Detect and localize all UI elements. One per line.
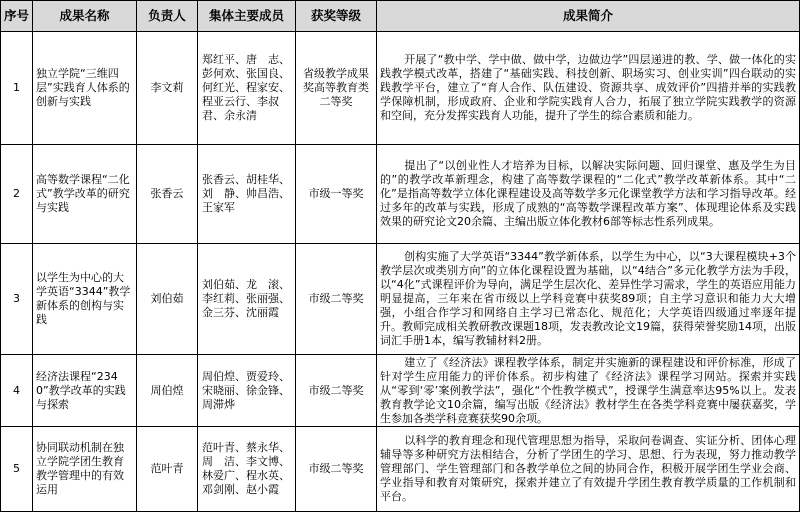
row-name: 协同联动机制在独立学院学团生教育教学管理中的有效运用 xyxy=(33,427,137,512)
row-leader: 范叶青 xyxy=(137,427,198,512)
row-name: 独立学院“三维四层”实践育人体系的创新与实践 xyxy=(33,32,137,145)
header-award: 获奖等级 xyxy=(296,1,377,32)
row-name: 以学生为中心的大学英语“3344”教学新体系的创构与实践 xyxy=(33,244,137,355)
row-summary xyxy=(377,427,800,512)
row-summary xyxy=(377,244,800,355)
row-members: 张香云、胡桂华、刘 静、帅昌浩、王家军 xyxy=(198,145,296,244)
table-row xyxy=(1,244,800,355)
row-award: 市级一等奖 xyxy=(296,145,377,244)
row-award: 省级教学成果奖高等教育类二等奖 xyxy=(296,32,377,145)
row-members: 刘伯茹、龙 滚、李红莉、张丽强、金三芬、沈丽霞 xyxy=(198,244,296,355)
row-members: 周伯煌、贾爱玲、宋晓丽、徐金锋、周滞烨 xyxy=(198,355,296,427)
header-name: 成果名称 xyxy=(33,1,137,32)
row-summary xyxy=(377,32,800,145)
header-members: 集体主要成员 xyxy=(198,1,296,32)
row-leader: 刘伯茹 xyxy=(137,244,198,355)
row-award: 市级二等奖 xyxy=(296,427,377,512)
row-summary xyxy=(377,145,800,244)
table-row xyxy=(1,427,800,512)
table-header-row xyxy=(1,1,800,32)
row-award: 市级二等奖 xyxy=(296,244,377,355)
row-index: 5 xyxy=(1,427,33,512)
row-name: 高等数学课程“二化式”教学改革的研究与实践 xyxy=(33,145,137,244)
row-summary-text: 以科学的教育理念和现代管理思想为指导，采取问卷调查、实证分析、团体心理辅导等多种研究方法相结合，分析了学团生的学习、思想、行为表现，努力推动教学管理部门、学生管理部门和各教学单位之间的协同合作，积极开展学团生学业会商、学业指导和教育对策研究，探索并建立了有效提升学团生教育教学质量的工作机制和平台。 xyxy=(380,434,796,503)
row-members: 郑红平、唐 志、彭何欢、张国良、何红光、程家安、程亚云行、李叔君、余永清 xyxy=(198,32,296,145)
table-row xyxy=(1,145,800,244)
row-summary-text: 创构实施了大学英语“3344”教学新体系，以学生为中心，以“3大课程模块+3个教学层次或类别方向”的立体化课程设置为基础，以“4结合”多元化教学方法为手段，以“4化”式课程评价为导向，满足学生层次化、差异性学习需求，学生的英语应用能力明显提高，三年来在省市级以上学科竞赛中获奖89项；自主学习意识和能力大大增强，小组合作学习和网络自主学习已常态化、规范化；大学英语四级通过率逐年提升。教师完成相关教研教改课题18项，发表教改论文19篇，获得荣誉奖励14项，出版词汇手册1本，编写教辅材料2册。 xyxy=(380,250,796,347)
row-summary-text: 开展了“教中学、学中做、做中学，边做边学”四层递进的教、学、做一体化的实践教学模式改革，搭建了“基础实践、科技创新、职场实习、创业实训”四台联动的实践教学平台，建立了“育人合作、队伍建设、资源共享、成效评价”四措并举的实践教学保障机制，形成政府、企业和学院实践育人合力，拓展了独立学院实践教学的资源和空间，充分发挥实践育人功能，提升了学生的综合素质和能力。 xyxy=(380,53,796,122)
row-summary-text: 建立了《经济法》课程教学体系，制定并实施新的课程建设和评价标准，形成了针对学生应用能力的评价体系。初步构建了《经济法》课程学习网站。探索并实践从“零到‘零’案例教学法”，强化“个性教学模式”，授课学生满意率达95%以上。发表教育教学论文10余篇，编写出版《经济法》教材学生在各类学科竞赛中屡获嘉奖，学生参加各类学科竞赛获奖90余项。 xyxy=(380,355,796,425)
row-summary-text: 提出了“以创业性人才培养为目标，以解决实际问题、回归课堂、惠及学生为目的”的教学改革新理念，构建了高等数学课程的“二化式”教学改革新体系。其中“二化”是指高等数学立体化课程建设及高等数学多元化课堂教学方法和学习指导改革。经过多年的改革与实践，形成了成熟的“高等数学课程改革方案”、体现理论体系及实践效果的研究论文20余篇、主编出版立体化教材6部等标志性系列成果。 xyxy=(380,159,796,228)
row-index: 1 xyxy=(1,32,33,145)
row-leader: 周伯煌 xyxy=(137,355,198,427)
row-summary xyxy=(377,355,800,427)
table-row xyxy=(1,355,800,427)
table-row xyxy=(1,32,800,145)
row-members: 范叶青、蔡永华、周 洁、李文博、林爱广、程水英、邓剑刚、赵小霞 xyxy=(198,427,296,512)
row-name: 经济法课程“2340”教学改革的实践与探索 xyxy=(33,355,137,427)
row-leader: 李文莉 xyxy=(137,32,198,145)
row-award: 市级二等奖 xyxy=(296,355,377,427)
row-leader: 张香云 xyxy=(137,145,198,244)
row-index: 4 xyxy=(1,355,33,427)
header-index: 序号 xyxy=(1,1,33,32)
row-index: 3 xyxy=(1,244,33,355)
row-index: 2 xyxy=(1,145,33,244)
header-summary: 成果简介 xyxy=(377,1,800,32)
header-leader: 负责人 xyxy=(137,1,198,32)
